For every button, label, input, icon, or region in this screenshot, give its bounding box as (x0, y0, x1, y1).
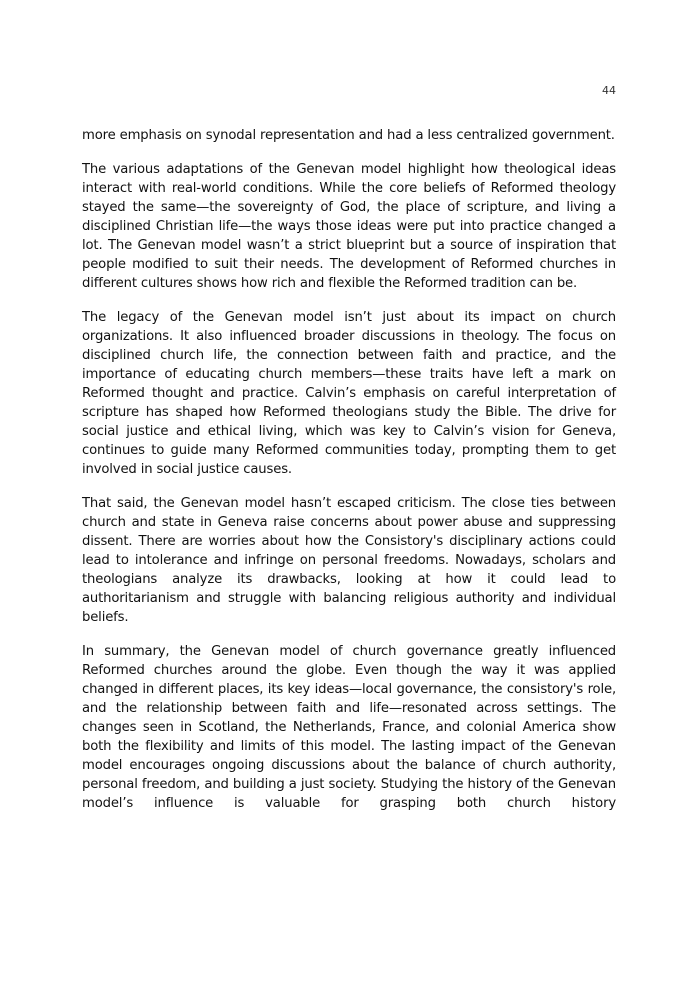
paragraph-legacy: The legacy of the Genevan model isn’t just about its impact on church organizations. It also influenced broader discussions in theology. The focus on disciplined church life, the connection between faith and practice, and the importance of educating church members—these traits have left a mark on Reformed thought and practice. Calvin’s emphasis on careful interpretation of scripture has shaped how Reformed theologians study the Bible. The drive for social justice and ethical living, which was key to Calvin’s vision for Geneva, continues to guide many Reformed communities today, prompting them to get involved in social justice causes. (82, 310, 616, 477)
paragraph-continuation: more emphasis on synodal representation and had a less centralized government. (82, 128, 615, 143)
document-body (82, 126, 616, 828)
page-number: 44 (602, 84, 616, 97)
paragraph-adaptations: The various adaptations of the Genevan model highlight how theological ideas interact with real-world conditions. While the core beliefs of Reformed theology stayed the same—the sovereignty of God, the place of scripture, and living a disciplined Christian life—the ways those ideas were put into practice changed a lot. The Genevan model wasn’t a strict blueprint but a source of inspiration that people modified to suit their needs. The development of Reformed churches in different cultures shows how rich and flexible the Reformed tradition can be. (82, 162, 616, 291)
paragraph-summary: In summary, the Genevan model of church governance greatly influenced Reformed churches around the globe. Even though the way it was applied changed in different places, its key ideas—local governance, the consistory's role, and the relationship between faith and life—resonated across settings. The changes seen in Scotland, the Netherlands, France, and colonial America show both the flexibility and limits of this model. The lasting impact of the Genevan model encourages ongoing discussions about the balance of church authority, personal freedom, and building a just society. Studying the history of the Genevan model’s influence is valuable for grasping both church history (82, 644, 616, 811)
paragraph-criticism: That said, the Genevan model hasn’t escaped criticism. The close ties between church and state in Geneva raise concerns about power abuse and suppressing dissent. There are worries about how the Consistory's disciplinary actions could lead to intolerance and infringe on personal freedoms. Nowadays, scholars and theologians analyze its drawbacks, looking at how it could lead to authoritarianism and struggle with balancing religious authority and individual beliefs. (82, 496, 616, 625)
